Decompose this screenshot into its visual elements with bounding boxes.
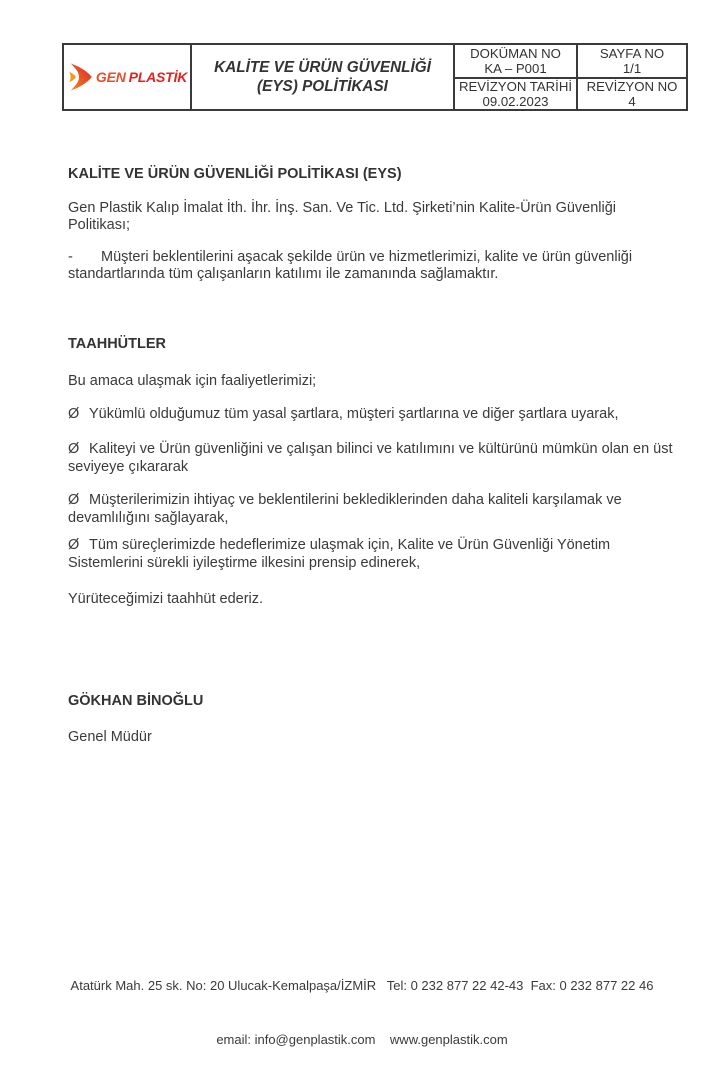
commitment-text: Yükümlü olduğumuz tüm yasal şartlara, müşteri şartlarına ve diğer şartlara uyarak, bbox=[89, 405, 619, 422]
brand-text-plastik: PLASTİK bbox=[128, 69, 188, 85]
paragraph-line: Sistemlerini sürekli iyileştirme ilkesini prensip edinerek, bbox=[68, 554, 421, 571]
brand-text bbox=[96, 69, 187, 85]
paragraph-line: seviyeye çıkararak bbox=[68, 458, 189, 475]
document-title-line2: (EYS) POLİTİKASI bbox=[257, 78, 388, 95]
footer-address-line: Atatürk Mah. 25 sk. No: 20 Ulucak-Kemalpaşa/İZMİR Tel: 0 232 877 22 42-43 Fax: 0 232 877 22 46 bbox=[70, 978, 654, 993]
commitments-heading: TAAHHÜTLER bbox=[68, 335, 166, 352]
meta-cell-dokuman-no bbox=[455, 45, 576, 77]
arrow-bullet-marker: Ø bbox=[68, 441, 80, 457]
meta-value: 4 bbox=[628, 94, 636, 109]
commitment-text: Kaliteyi ve Ürün güvenliğini ve çalışan bilinci ve katılımını ve kültürünü mümkün olan en üst bbox=[89, 441, 673, 457]
commitment-text: Müşterilerimizin ihtiyaç ve beklentilerini beklediklerinden daha kaliteli karşılamak ve bbox=[89, 492, 622, 508]
meta-label: DOKÜMAN NO bbox=[470, 46, 561, 61]
dash-bullet-marker: - bbox=[68, 248, 73, 265]
paragraph-line: Politikası; bbox=[68, 217, 131, 233]
meta-cell-sayfa-no bbox=[576, 45, 686, 77]
dash-item-text: Müşteri beklentilerini aşacak şekilde ürün ve hizmetlerimizi, kalite ve ürün güvenliği bbox=[101, 248, 633, 265]
meta-label: REVİZYON NO bbox=[586, 79, 678, 94]
meta-value: 1/1 bbox=[622, 61, 642, 76]
policy-heading: KALİTE VE ÜRÜN GÜVENLİĞİ POLİTİKASI (EYS) bbox=[68, 166, 402, 182]
meta-cell-revizyon-no bbox=[576, 77, 686, 109]
paragraph-line bbox=[68, 249, 666, 267]
paragraph-line bbox=[68, 441, 673, 459]
commitment-item-2 bbox=[68, 441, 673, 476]
gen-plastik-logo-icon bbox=[67, 62, 94, 92]
paragraph-line bbox=[68, 406, 666, 424]
logo-cell bbox=[64, 45, 190, 109]
footer-contact-line: email: info@genplastik.com www.genplastik.com bbox=[216, 1032, 508, 1047]
paragraph-line bbox=[68, 537, 666, 555]
meta-cell-revizyon-tarihi bbox=[455, 77, 576, 109]
arrow-bullet-marker: Ø bbox=[68, 492, 80, 508]
commitments-intro: Bu amaca ulaşmak için faaliyetlerimizi; bbox=[68, 373, 317, 389]
policy-intro-paragraph bbox=[68, 200, 666, 235]
paragraph-line: Gen Plastik Kalıp İmalat İth. İhr. İnş. San. Ve Tic. Ltd. Şirketi’nin Kalite-Ürün Güvenliği bbox=[68, 199, 617, 216]
policy-dash-item bbox=[68, 249, 666, 284]
document-title-cell bbox=[190, 45, 453, 109]
paragraph-line: devamlılığını sağlayarak, bbox=[68, 509, 229, 526]
document-meta-grid bbox=[453, 45, 686, 109]
commitment-item-3 bbox=[68, 492, 666, 527]
meta-label: SAYFA NO bbox=[599, 46, 665, 61]
paragraph-line bbox=[68, 492, 666, 510]
commitment-text: Tüm süreçlerimizde hedeflerimize ulaşmak için, Kalite ve Ürün Güvenliği Yönetim bbox=[89, 537, 611, 553]
commitment-item-1 bbox=[68, 406, 666, 424]
meta-value: KA – P001 bbox=[484, 61, 547, 76]
arrow-bullet-marker: Ø bbox=[68, 405, 80, 422]
meta-value: 09.02.2023 bbox=[482, 94, 549, 109]
document-title-line1: KALİTE VE ÜRÜN GÜVENLİĞİ bbox=[214, 59, 431, 76]
signatory-title: Genel Müdür bbox=[68, 729, 152, 745]
meta-label: REVİZYON TARİHİ bbox=[458, 79, 573, 94]
arrow-bullet-marker: Ø bbox=[68, 537, 80, 553]
signatory-name: GÖKHAN BİNOĞLU bbox=[68, 692, 204, 709]
header-table bbox=[62, 43, 688, 111]
closing-statement: Yürüteceğimizi taahhüt ederiz. bbox=[68, 591, 264, 607]
brand-text-gen: GEN bbox=[95, 69, 126, 85]
commitment-item-4 bbox=[68, 537, 666, 572]
paragraph-line: standartlarında tüm çalışanların katılımı ile zamanında sağlamaktır. bbox=[68, 266, 499, 282]
page-footer bbox=[0, 941, 724, 1085]
